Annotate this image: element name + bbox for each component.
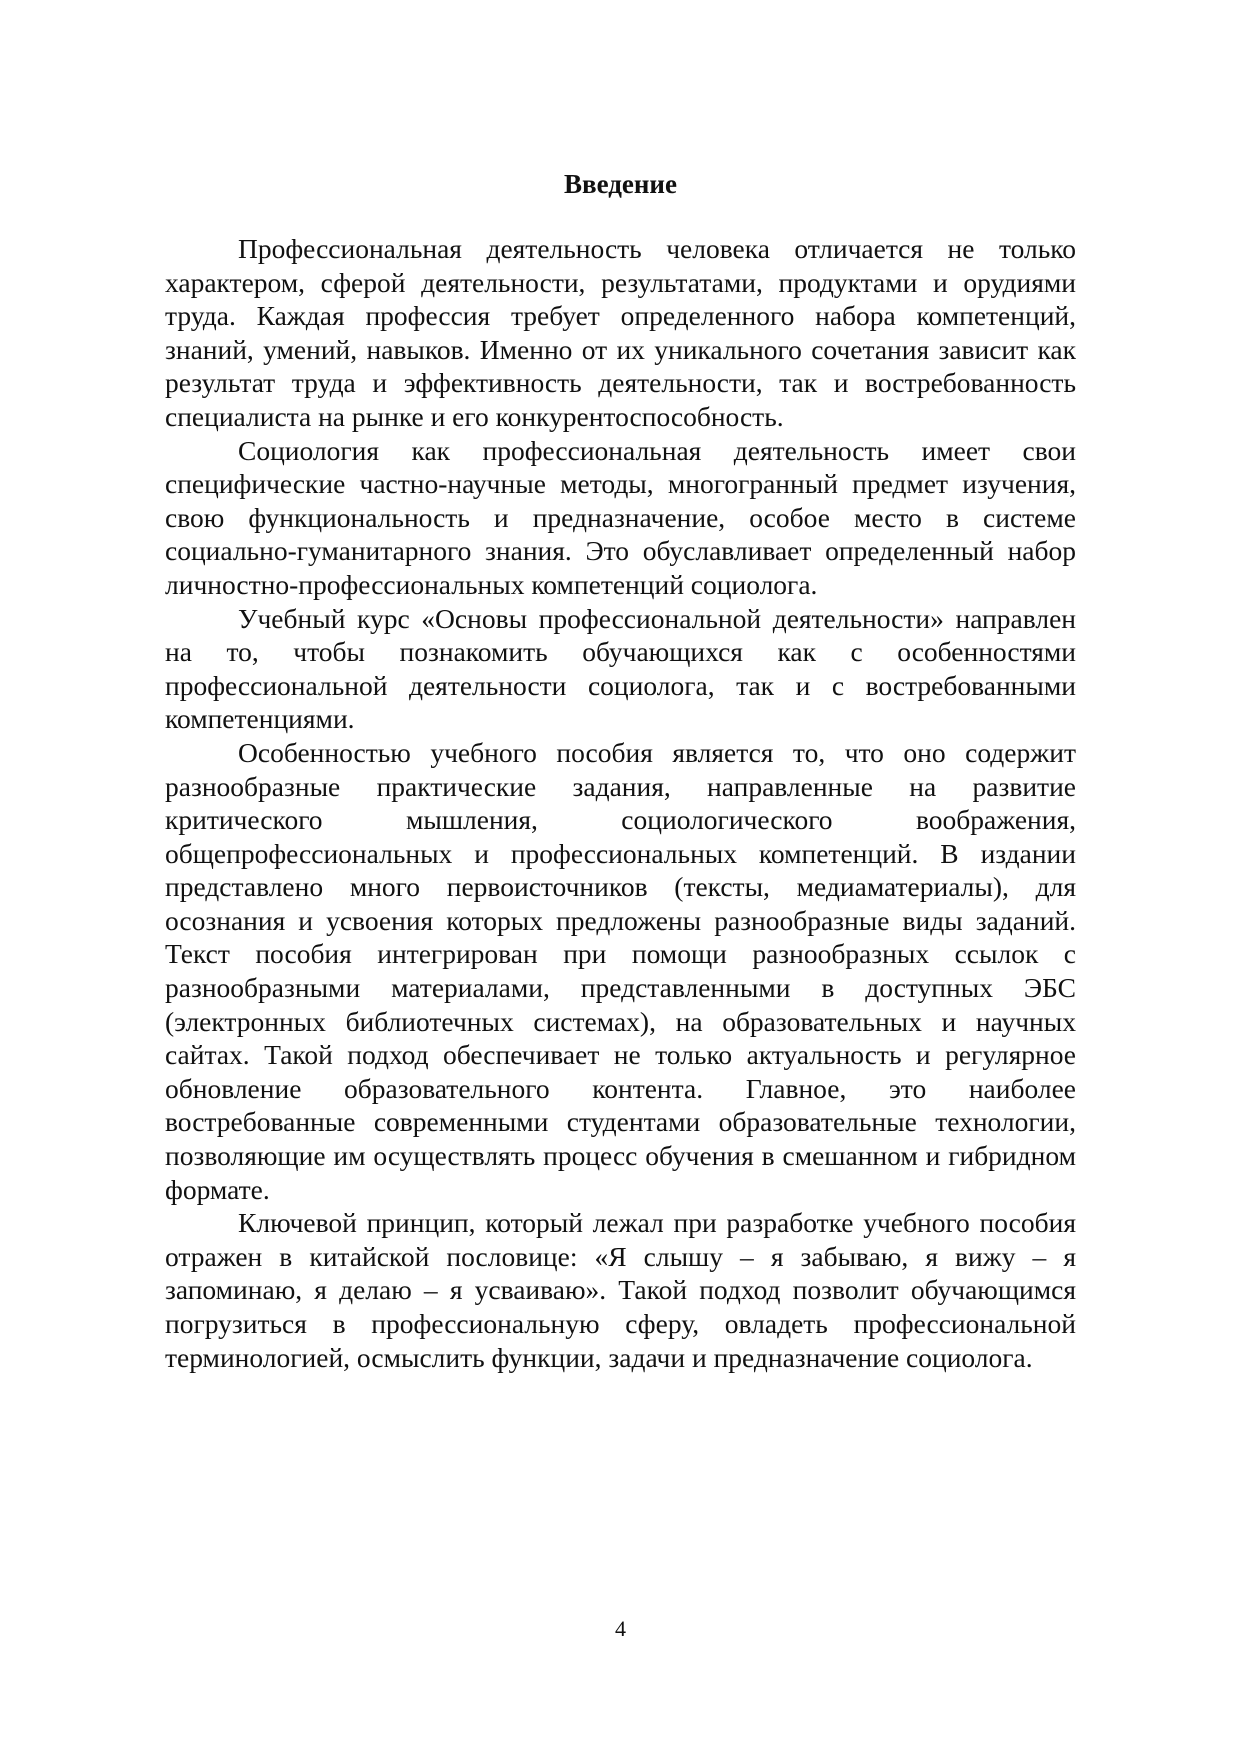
page-title: Введение	[564, 169, 677, 199]
page-number: 4	[615, 1616, 626, 1641]
paragraph-2: Социология как профессиональная деятельность имеет свои специфические частно-научные методы, многогранный предмет изучения, свою функциональность и предназначение, особое место в системе социально-гуманитарного знания. Это обуславливает определенный набор личностно-профессиональных компетенций социолога.	[165, 434, 1076, 600]
paragraph-3: Учебный курс «Основы профессиональной деятельности» направлен на то, чтобы познакомить обучающихся как с особенностями профессиональной деятельности социолога, так и с востребованными компетенциями.	[165, 602, 1076, 735]
body-text	[165, 232, 1076, 1374]
paragraph-5: Ключевой принцип, который лежал при разработке учебного пособия отражен в китайской пословице: «Я слышу – я забываю, я вижу – я запоминаю, я делаю – я усваиваю». Такой подход позволит обучающимся погрузиться в профессиональную сферу, овладеть профессиональной терминологией, осмыслить функции, задачи и предназначение социолога.	[165, 1207, 1076, 1373]
paragraph-4: Особенностью учебного пособия является то, что оно содержит разнообразные практические задания, направленные на развитие критического мышления, социологического воображения, общепрофессиональных и профессиональных компетенций. В издании представлено много первоисточников (тексты, медиаматериалы), для осознания и усвоения которых предложены разнообразные виды заданий. Текст пособия интегрирован при помощи разнообразных ссылок с разнообразными материалами, представленными в доступных ЭБС (электронных библиотечных системах), на образовательных и научных сайтах. Такой подход обеспечивает не только актуальность и регулярное обновление образовательного контента. Главное, это наиболее востребованные современными студентами образовательные технологии, позволяющие им осуществлять процесс обучения в смешанном и гибридном формате.	[165, 736, 1076, 1205]
paragraph-1: Профессиональная деятельность человека отличается не только характером, сферой деятельности, результатами, продуктами и орудиями труда. Каждая профессия требует определенного набора компетенций, знаний, умений, навыков. Именно от их уникального сочетания зависит как результат труда и эффективность деятельности, так и востребованность специалиста на рынке и его конкурентоспособность.	[165, 233, 1076, 432]
